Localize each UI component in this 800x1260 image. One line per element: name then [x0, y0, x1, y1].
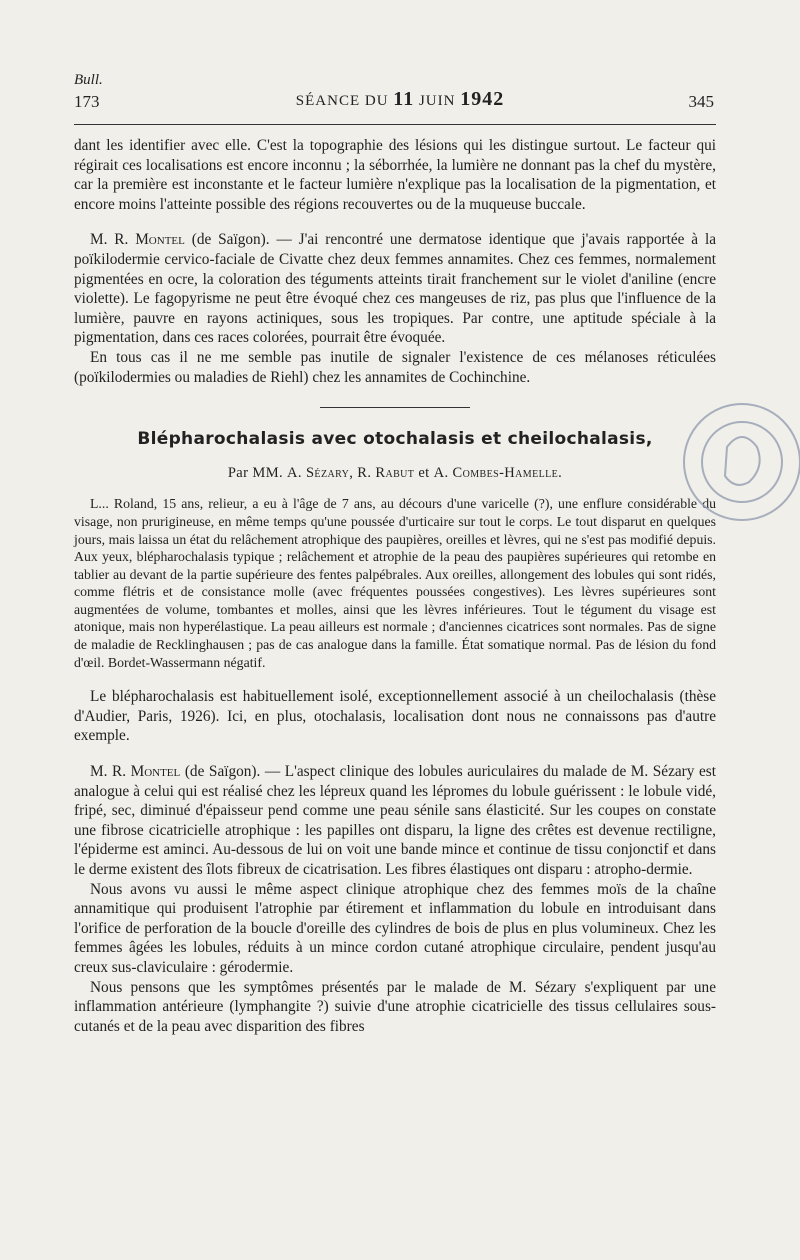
author-rabut: R. Rabut: [357, 464, 415, 481]
seance-month: JUIN: [418, 93, 456, 109]
authors-and: et: [418, 464, 430, 481]
section-separator: [320, 407, 470, 408]
page-number: 345: [688, 92, 714, 111]
speaker-name: M. R. Montel: [90, 763, 181, 781]
paragraph-montel-1-text: (de Saïgon). — J'ai rencontré une dermatose identique que j'avais rapportée à la poïkilodermie cervico-faciale de Civatte chez deux femmes annamites. Chez ces femmes, normalement pigmentées en ocre, la coloration des téguments atteints tirait franchement sur le violet d'aniline (encre violette). Le fagopyrisme ne peut être évoqué chez ces mangeuses de riz, pas plus que l'influence de la lumière, pauvre en rayons actiniques, sous les tropiques. Par contre, une aptitude spéciale à la pigmentation, dans ces races colorées, pourrait être évoquée.: [74, 231, 717, 347]
paragraph-montel-1: [74, 230, 716, 348]
paragraph-montel-2: En tous cas il ne me semble pas inutile de signaler l'existence de ces mélanoses réticulées (poïkilodermies ou maladies de Riehl) chez les annamites de Cochinchine.: [74, 348, 716, 386]
article-authors: [74, 464, 716, 484]
paragraph-montel-3-text: (de Saïgon). — L'aspect clinique des lobules auriculaires du malade de M. Sézary est analogue à celui qui est réalisé chez les lépreux quand les lépromes du lobule guérissent : le lobule vidé, fripé, sec, diminué d'épaisseur pend comme une peau sénile sans élasticité. Sur les coupes on constate une fibrose cicatricielle atrophique : les papilles ont disparu, la ligne des crêtes est devenue rectiligne, l'épiderme est aminci. Au-dessous de lui on voit une bande mince et continue de tissu conjonctif et dans le derme existent des îlots fibreux de cicatrisation. Les fibres élastiques ont disparu : atropho-dermie.: [74, 763, 716, 878]
stamp-profile: [725, 437, 760, 485]
running-header-bull-number: 173: [74, 92, 100, 111]
case-report: L... Roland, 15 ans, relieur, a eu à l'âge de 7 ans, au décours d'une varicelle (?), une enflure considérable du visage, non prurigineuse, en même temps qu'une poussée d'urticaire sur tout le corps. Le tout disparut en quelques jours, mais laissa un état du relâchement atrophique des paupières, oreilles et lèvres, qui ne s'est pas modifié depuis. Aux yeux, blépharochalasis typique ; relâchement et atrophie de la peau des paupières supérieures qui retombe en tablier au devant de la partie supérieure des fentes palpébrales. Aux oreilles, allongement des lobules qui sont ridés, comme flétris et de consistance molle (avec fréquentes poussées congestives). Les lèvres supérieures sont augmentées de volume, tombantes et molles, ainsi que les lèvres inférieures. Tout le tégument du visage est atonique, mais non hyperélastique. La peau ailleurs est normale ; d'anciennes cicatrices sont normales. Pas de signe de maladie de Recklinghausen ; pas de cas analogue dans la famille. État somatique normal. Pas de lésion du fond d'œil. Bordet-Wassermann négatif.: [74, 496, 716, 670]
authors-prefix: Par MM.: [227, 464, 284, 481]
paragraph-montel-4: Nous avons vu aussi le même aspect clinique atrophique chez des femmes moïs de la chaîne annamitique qui produisent l'atrophie par étirement et inflammation du lobule en introduisant dans l'orifice de perforation de la boucle d'oreille des cylindres de bois de plus en plus volumineux. Chez les femmes âgées les lobules, réduits à un mince cordon cutané atrophique circulaire, pendent jusqu'au creux sus-claviculaire : gérodermie.: [74, 880, 716, 976]
paragraph-continuation: dant les identifier avec elle. C'est la topographie des lésions qui les distingue surtout. Le facteur qui régirait ces localisations est encore inconnu ; la séborrhée, la lumière ne donnant pas la chef du mystère, car la première est inconstante et le facteur lumière n'explique pas la localisation de la pigmentation, et encore moins l'atteinte possible des régions recouvertes ou de la muqueuse buccale.: [74, 137, 716, 213]
seance-label: SÉANCE DU: [295, 93, 389, 109]
paragraph-discussion: Le blépharochalasis est habituellement isolé, exceptionnellement associé à un cheilochalasis (thèse d'Audier, Paris, 1926). Ici, en plus, otochalasis, localisation dont nous ne connaissons pas d'autre exemple.: [74, 688, 716, 745]
header-rule: [74, 124, 716, 125]
library-stamp: [672, 382, 800, 542]
running-header-bull: Bull.: [74, 72, 103, 88]
stamp-inner-ring: [702, 422, 782, 502]
article-title: Blépharochalasis avec otochalasis et cheilochalasis,: [137, 429, 653, 450]
author-sezary: A. Sézary,: [287, 464, 354, 481]
article-body: [74, 136, 716, 1036]
seance-day: 11: [393, 88, 415, 110]
speaker-name: M. R. Montel: [90, 231, 185, 249]
author-combes-hamelle: A. Combes-Hamelle.: [433, 464, 563, 481]
running-header-title: [0, 88, 800, 111]
paragraph-montel-5: Nous pensons que les symptômes présentés par le malade de M. Sézary s'expliquent par une inflammation antérieure (lymphangite ?) suivie d'une atrophie cicatricielle des tissus cellulaires sous-cutanés et de la peau avec disparition des fibres: [74, 978, 716, 1035]
paragraph-montel-3: [74, 762, 716, 880]
seance-year: 1942: [460, 88, 505, 110]
